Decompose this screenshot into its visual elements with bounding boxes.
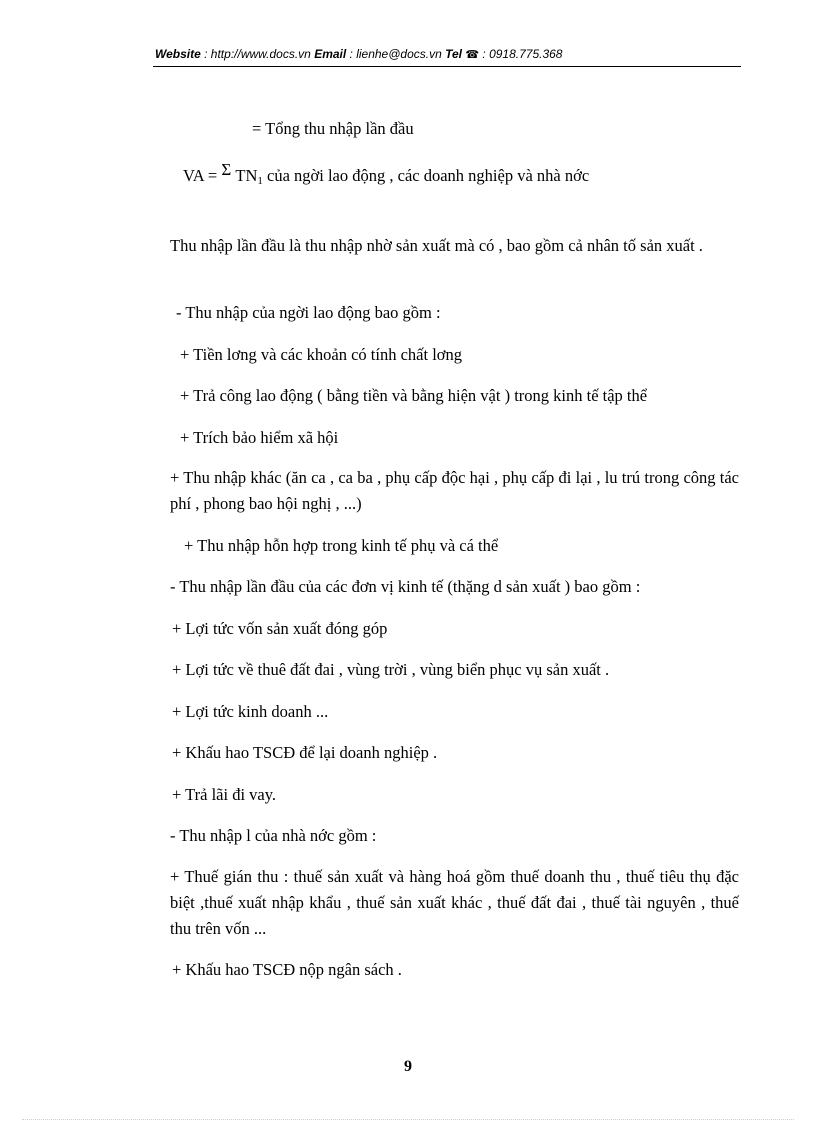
worker-income-heading: - Thu nhập của ngời lao động bao gồm : <box>176 303 441 322</box>
business-item-depreciation: + Khấu hao TSCĐ để lại doanh nghiệp . <box>172 743 438 762</box>
worker-item-other-income: + Thu nhập khác (ăn ca , ca ba , phụ cấp độc hại , phụ cấp đi lại , lu trú trong công tác phí , phong bao hội nghị , ...) <box>170 468 739 513</box>
intro-paragraph: Thu nhập lần đầu là thu nhập nhờ sản xuất mà có , bao gồm cả nhân tố sản xuất . <box>170 236 703 255</box>
header-divider <box>153 66 741 67</box>
page-number: 9 <box>404 1058 412 1075</box>
worker-item-insurance: + Trích bảo hiểm xã hội <box>180 428 339 447</box>
worker-item-wages: + Tiền lơng và các khoản có tính chất lơng <box>180 345 462 364</box>
state-income-heading: - Thu nhập l của nhà nớc gồm : <box>170 826 377 845</box>
state-item-depreciation: + Khấu hao TSCĐ nộp ngân sách . <box>172 960 402 979</box>
worker-item-labor-pay: + Trả công lao động ( bằng tiền và bằng hiện vật ) trong kinh tế tập thể <box>180 386 648 405</box>
tel-number: : 0918.775.368 <box>479 47 563 61</box>
business-item-trade-profit: + Lợi tức kinh doanh ... <box>172 702 329 721</box>
website-label: Website <box>155 47 201 61</box>
formula-va-lhs: VA = <box>183 166 222 185</box>
worker-item-mixed-income: + Thu nhập hỗn hợp trong kinh tế phụ và cá thể <box>184 536 499 555</box>
formula-tn-subscript: 1 <box>257 175 263 187</box>
website-url: : http://www.docs.vn <box>200 47 315 61</box>
page-header <box>155 47 562 61</box>
email-label: Email <box>314 47 347 61</box>
state-item-indirect-tax: + Thuế gián thu : thuế sản xuất và hàng hoá gồm thuế doanh thu , thuế tiêu thụ đặc biệt ,thuế xuất nhập khẩu , thuế sản xuất khác , thuế đất đai , thuế tài nguyên , thuế thu trên vốn ... <box>170 867 739 938</box>
formula-va <box>183 160 590 191</box>
footer-divider <box>22 1119 794 1120</box>
business-item-land-rent: + Lợi tức về thuê đất đai , vùng trời , vùng biển phục vụ sản xuất . <box>172 660 610 679</box>
formula-rest: của ngời lao động , các doanh nghiệp và nhà nớc <box>262 166 590 185</box>
formula-total-income: = Tổng thu nhập lần đầu <box>252 119 414 138</box>
phone-icon: ☎ <box>465 49 480 61</box>
business-item-interest: + Trả lãi đi vay. <box>172 785 277 804</box>
email-address: : lienhe@docs.vn <box>346 47 446 61</box>
formula-tn: TN <box>231 166 258 185</box>
business-item-capital: + Lợi tức vốn sản xuất đóng góp <box>172 619 388 638</box>
sigma-symbol: Σ <box>221 160 232 179</box>
tel-label: Tel <box>445 47 463 61</box>
business-income-heading: - Thu nhập lần đầu của các đơn vị kinh tế (thặng d sản xuất ) bao gồm : <box>170 577 641 596</box>
